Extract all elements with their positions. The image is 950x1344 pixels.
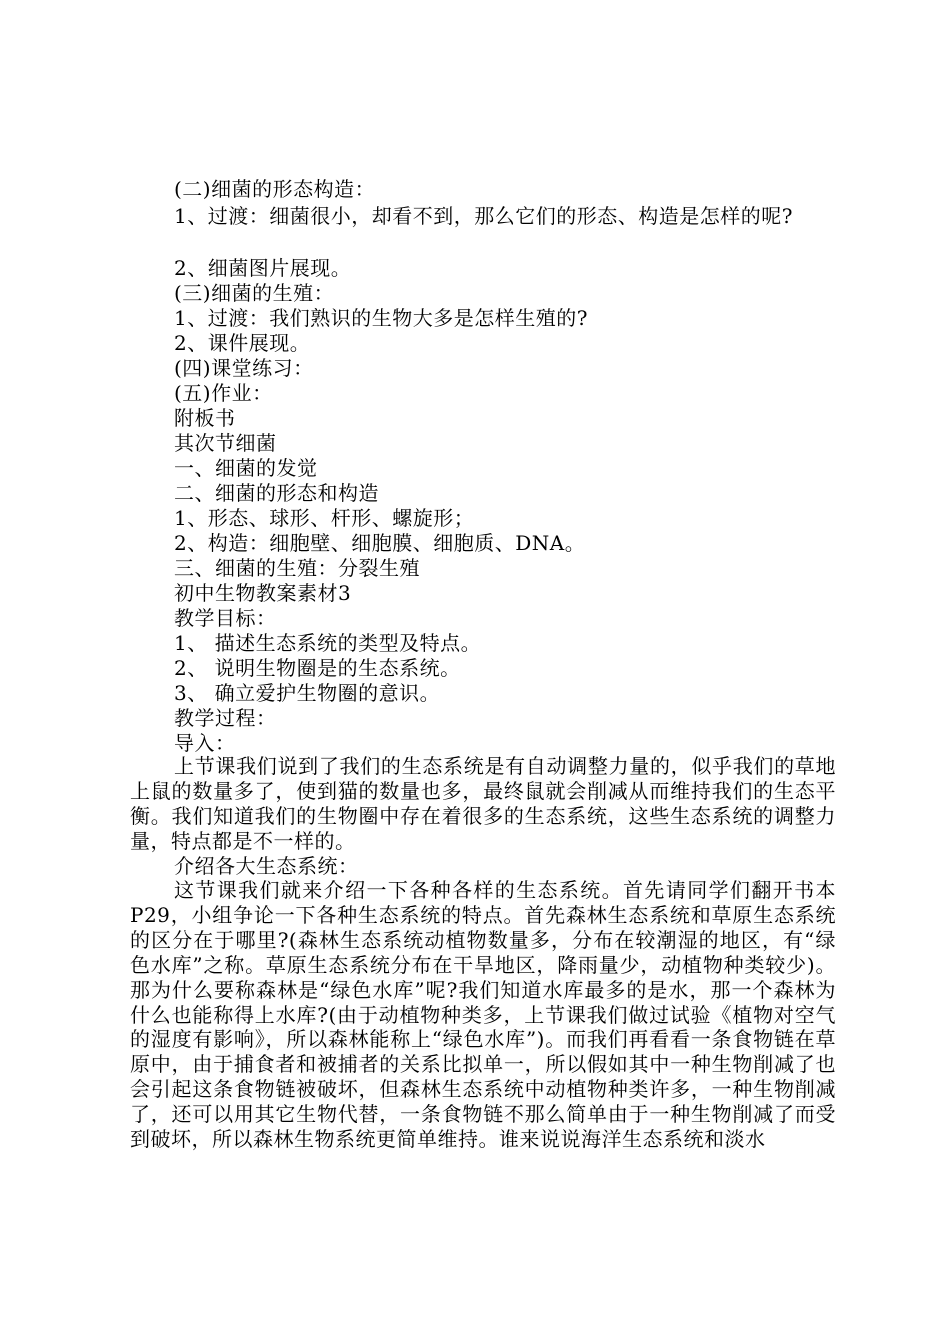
goal-item: 1、 描述生态系统的类型及特点。 xyxy=(174,631,482,655)
heading-class-practice: (四)课堂练习： xyxy=(174,356,314,380)
heading-homework: (五)作业： xyxy=(174,381,273,405)
text-line: 1、过渡：细菌很小，却看不到，那么它们的形态、构造是怎样的呢? xyxy=(174,204,793,228)
text-line: 2、课件展现。 xyxy=(174,331,311,355)
text-line: 三、细菌的生殖：分裂生殖 xyxy=(174,556,420,580)
heading-bacteria-structure: (二)细菌的形态构造： xyxy=(174,177,376,201)
board-notes-label: 附板书 xyxy=(174,406,236,430)
text-line: 一、细菌的发觉 xyxy=(174,456,318,480)
text-line: 2、构造：细胞壁、细胞膜、细胞质、DNA。 xyxy=(174,531,586,555)
heading-teaching-process: 教学过程： xyxy=(174,706,277,730)
heading-introduction: 导入： xyxy=(174,731,236,755)
text-line: 1、过渡：我们熟识的生物大多是怎样生殖的? xyxy=(174,306,588,330)
ecosystems-paragraph: 这节课我们就来介绍一下各种各样的生态系统。首先请同学们翻开书本P29，小组争论一下各种生态系统的特点。首先森林生态系统和草原生态系统的区分在于哪里?(森林生态系统动植物数量多，分布在较潮湿的地区，有“绿色水库”之称。草原生态系统分布在干旱地区，降雨量少，动植物种类较少)。那为什么要称森林是“绿色水库”呢?我们知道水库最多的是水，那一个森林为什么也能称得上水库?(由于动植物种类多，上节课我们做过试验《植物对空气的湿度有影响》，所以森林能称上“绿色水库”)。而我们再看看一条食物链在草原中，由于捕食者和被捕者的关系比拟单一，所以假如其中一种生物削减了也会引起这条食物链被破坏，但森林生态系统中动植物种类许多，一种生物削减了，还可以用其它生物代替，一条食物链不那么简单由于一种生物削减了而受到破坏，所以森林生物系统更简单维持。谁来说说海洋生态系统和淡水 xyxy=(130,878,836,1152)
text-line: 2、细菌图片展现。 xyxy=(174,256,352,280)
heading-ecosystems-intro: 介绍各大生态系统： xyxy=(174,854,359,878)
goal-item: 3、 确立爱护生物圈的意识。 xyxy=(174,681,441,705)
heading-teaching-goals: 教学目标： xyxy=(174,606,277,630)
goal-item: 2、 说明生物圈是的生态系统。 xyxy=(174,656,461,680)
section-title: 初中生物教案素材3 xyxy=(174,581,352,605)
intro-paragraph: 上节课我们说到了我们的生态系统是有自动调整力量的，似乎我们的草地上鼠的数量多了，使到猫的数量也多，最终鼠就会削减从而维持我们的生态平衡。我们知道我们的生物圈中存在着很多的生态系统，这些生态系统的调整力量，特点都是不一样的。 xyxy=(130,754,836,853)
board-notes-title: 其次节细菌 xyxy=(174,431,277,455)
text-line: 二、细菌的形态和构造 xyxy=(174,481,379,505)
text-line: 1、形态、球形、杆形、螺旋形； xyxy=(174,506,475,530)
heading-bacteria-reproduction: (三)细菌的生殖： xyxy=(174,281,335,305)
